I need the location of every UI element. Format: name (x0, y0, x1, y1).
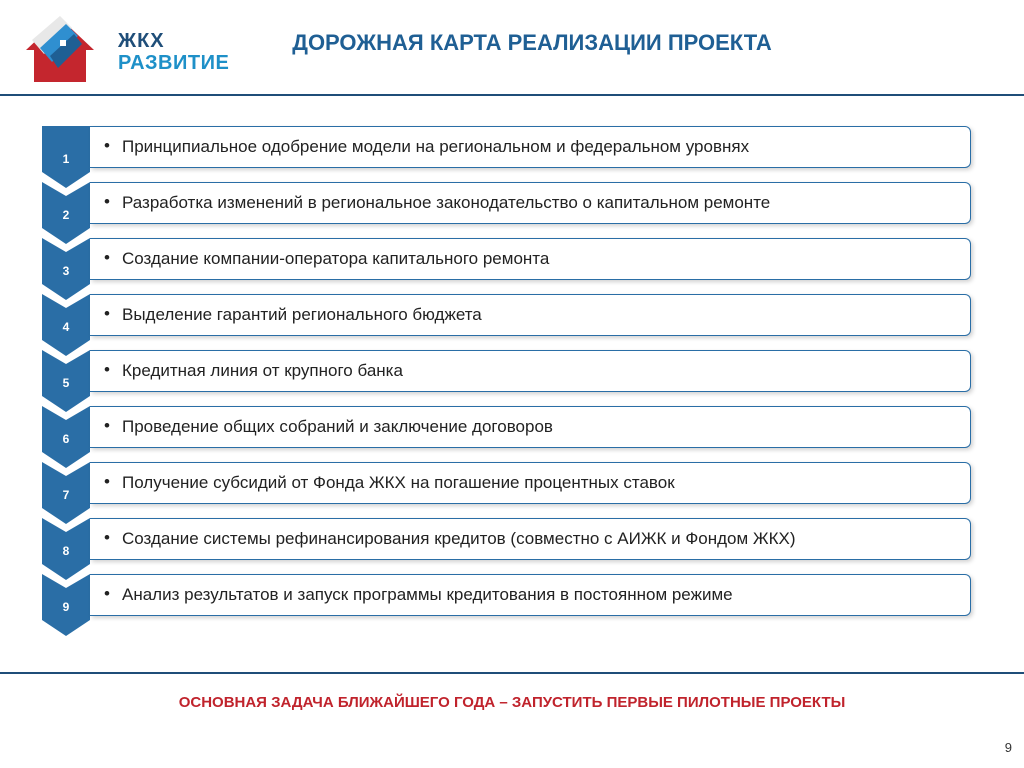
step-number: 2 (62, 208, 70, 222)
logo (20, 10, 230, 90)
roadmap-step (42, 518, 972, 564)
bullet-icon: • (104, 136, 110, 155)
step-text: Проведение общих собраний и заключение договоров (122, 417, 553, 436)
bullet-icon: • (104, 416, 110, 435)
roadmap-step (42, 126, 972, 172)
roadmap-step (42, 406, 972, 452)
page-title: ДОРОЖНАЯ КАРТА РЕАЛИЗАЦИИ ПРОЕКТА (292, 30, 772, 55)
bullet-icon: • (104, 528, 110, 547)
step-text: Создание системы рефинансирования кредитов (совместно с АИЖК и Фондом ЖКХ) (122, 529, 796, 548)
bullet-icon: • (104, 360, 110, 379)
step-text: Создание компании-оператора капитального ремонта (122, 249, 550, 268)
house-logo-icon (20, 10, 100, 90)
footer-goal-text: ОСНОВНАЯ ЗАДАЧА БЛИЖАЙШЕГО ГОДА – ЗАПУСТИТЬ ПЕРВЫЕ ПИЛОТНЫЕ ПРОЕКТЫ (178, 694, 846, 711)
bullet-icon: • (104, 472, 110, 491)
roadmap-step (42, 574, 972, 620)
step-number: 5 (62, 376, 70, 390)
step-text: Кредитная линия от крупного банка (122, 361, 403, 380)
step-number: 8 (62, 544, 70, 558)
bullet-icon: • (104, 248, 110, 267)
roadmap-step (42, 238, 972, 284)
bullet-icon: • (104, 192, 110, 211)
bottom-divider (0, 672, 1024, 674)
step-text: Анализ результатов и запуск программы кредитования в постоянном режиме (122, 585, 733, 604)
top-divider (0, 94, 1024, 96)
step-text: Разработка изменений в региональное законодательство о капитальном ремонте (122, 193, 771, 212)
step-number: 9 (62, 600, 70, 614)
bullet-icon: • (104, 584, 110, 603)
step-text: Получение субсидий от Фонда ЖКХ на погашение процентных ставок (122, 473, 675, 492)
step-text: Выделение гарантий регионального бюджета (122, 305, 482, 324)
step-text: Принципиальное одобрение модели на региональном и федеральном уровнях (122, 137, 750, 156)
roadmap-step (42, 350, 972, 396)
bullet-icon: • (104, 304, 110, 323)
logo-text-line2: РАЗВИТИЕ (118, 52, 230, 74)
step-number: 1 (62, 152, 70, 166)
roadmap-step (42, 294, 972, 340)
step-number: 3 (62, 264, 70, 278)
roadmap-step (42, 182, 972, 228)
step-number: 7 (62, 488, 70, 502)
step-number: 6 (62, 432, 70, 446)
page-number: 9 (1004, 740, 1012, 755)
roadmap-step (42, 462, 972, 508)
logo-text-line1: ЖКХ (118, 30, 165, 52)
step-number: 4 (62, 320, 70, 334)
